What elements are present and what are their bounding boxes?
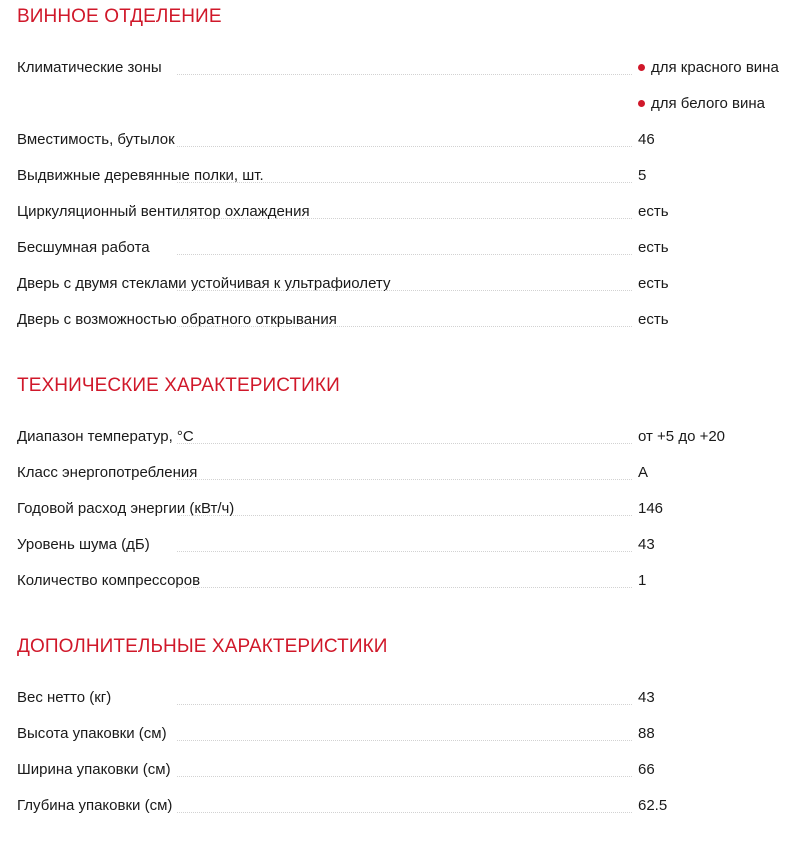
spec-label: Вес нетто (кг) (17, 688, 115, 708)
spec-value: есть (638, 311, 669, 328)
dotted-leader (177, 704, 632, 705)
spec-value (638, 94, 765, 114)
spec-value: A (638, 464, 649, 481)
spec-row (17, 760, 792, 782)
bullet-icon (638, 100, 645, 107)
spec-value: 1 (638, 572, 647, 589)
spec-label: Количество компрессоров (17, 571, 204, 591)
dotted-leader (177, 182, 632, 183)
spec-value: 43 (638, 689, 655, 706)
dotted-leader (177, 218, 632, 219)
spec-row (17, 724, 792, 746)
spec-value: 88 (638, 725, 655, 742)
dotted-leader (177, 146, 632, 147)
spec-value: 43 (638, 536, 655, 553)
dotted-leader (177, 740, 632, 741)
dotted-leader (177, 74, 632, 75)
spec-value: 46 (638, 131, 655, 148)
spec-label: Дверь с возможностью обратного открывания (17, 310, 341, 330)
section-title-wine: ВИННОЕ ОТДЕЛЕНИЕ (17, 6, 222, 27)
spec-label: Уровень шума (дБ) (17, 535, 154, 555)
spec-row (17, 94, 792, 116)
spec-row (17, 202, 792, 224)
spec-value: 5 (638, 167, 647, 184)
spec-value-text: для красного вина (651, 59, 779, 76)
spec-label: Циркуляционный вентилятор охлаждения (17, 202, 314, 222)
section-title-technical: ТЕХНИЧЕСКИЕ ХАРАКТЕРИСТИКИ (17, 375, 340, 396)
spec-row (17, 571, 792, 593)
dotted-leader (177, 515, 632, 516)
spec-row (17, 310, 792, 332)
dotted-leader (177, 443, 632, 444)
spec-row (17, 130, 792, 152)
spec-row (17, 688, 792, 710)
spec-row (17, 796, 792, 818)
spec-value: 66 (638, 761, 655, 778)
spec-value: 62.5 (638, 797, 668, 814)
spec-label: Климатические зоны (17, 58, 166, 78)
spec-label: Высота упаковки (см) (17, 724, 171, 744)
spec-value: от +5 до +20 (638, 428, 726, 445)
spec-value: есть (638, 275, 669, 292)
spec-label: Глубина упаковки (см) (17, 796, 176, 816)
spec-row (17, 463, 792, 485)
spec-value-text: для белого вина (651, 95, 765, 112)
spec-row (17, 166, 792, 188)
spec-value: есть (638, 203, 669, 220)
dotted-leader (177, 326, 632, 327)
spec-row (17, 58, 792, 80)
dotted-leader (177, 551, 632, 552)
bullet-icon (638, 64, 645, 71)
spec-row (17, 499, 792, 521)
dotted-leader (177, 587, 632, 588)
section-title-additional: ДОПОЛНИТЕЛЬНЫЕ ХАРАКТЕРИСТИКИ (17, 636, 388, 657)
spec-row (17, 427, 792, 449)
spec-label: Ширина упаковки (см) (17, 760, 175, 780)
spec-label: Дверь с двумя стеклами устойчивая к ультрафиолету (17, 274, 394, 294)
spec-row (17, 535, 792, 557)
spec-value: 146 (638, 500, 664, 517)
dotted-leader (177, 812, 632, 813)
spec-label: Диапазон температур, °С (17, 427, 198, 447)
spec-value: есть (638, 239, 669, 256)
spec-row (17, 274, 792, 296)
dotted-leader (177, 479, 632, 480)
dotted-leader (177, 290, 632, 291)
spec-label: Бесшумная работа (17, 238, 154, 258)
spec-row (17, 238, 792, 260)
dotted-leader (177, 254, 632, 255)
spec-label: Вместимость, бутылок (17, 130, 179, 150)
spec-label: Выдвижные деревянные полки, шт. (17, 166, 268, 186)
spec-label: Класс энергопотребления (17, 463, 201, 483)
spec-value (638, 58, 779, 78)
dotted-leader (177, 776, 632, 777)
spec-label: Годовой расход энергии (кВт/ч) (17, 499, 238, 519)
